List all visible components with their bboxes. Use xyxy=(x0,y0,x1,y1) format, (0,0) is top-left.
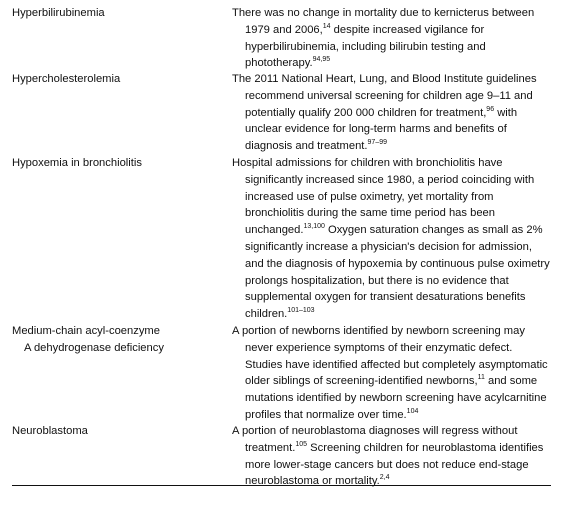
citation: 97–99 xyxy=(367,139,387,147)
citation: 101–103 xyxy=(287,307,315,315)
condition-cell xyxy=(12,323,232,423)
overdiagnosis-table xyxy=(12,5,551,489)
table-row xyxy=(12,155,551,323)
description-text: Hospital admissions for children with bronchiolitis have significantly increased since 1980, a period coinciding with increased use of pulse oximetry, yet mortality from bronchiolitis during the same time period has been unchanged.$^{13,100}$ Oxygen saturation changes as small as 2% significantly increase a physician's decision for admission, and the diagnosis of hypoxemia by continuous pulse oximetry prolongs hospitalization, but there is no evidence that supplemental oxygen for transient desaturations benefits children.$^{101-103}$ xyxy=(232,157,550,321)
description-cell xyxy=(232,423,551,489)
condition-name-line1: Medium-chain acyl-coenzyme xyxy=(12,325,160,337)
table-bottom-rule xyxy=(12,485,551,486)
description-cell xyxy=(232,5,551,71)
citation: 105 xyxy=(295,440,308,448)
condition-cell xyxy=(12,155,232,323)
condition-cell xyxy=(12,71,232,155)
condition-name: Hypercholesterolemia xyxy=(12,73,121,85)
description-text: A portion of neuroblastoma diagnoses will regress without treatment.$^{105}$ Screening children for neuroblastoma identifies more lower-stage cancers but does not reduce end-stage neuroblastoma or mortality.$^{2,4}$ xyxy=(232,425,544,488)
description-cell xyxy=(232,323,551,423)
table-row xyxy=(12,323,551,423)
citation: 14 xyxy=(322,22,331,30)
condition-cell xyxy=(12,5,232,71)
citation: 11 xyxy=(477,374,485,382)
table-row xyxy=(12,5,551,71)
citation: 2,4 xyxy=(379,474,390,482)
citation: 13,100 xyxy=(303,223,325,231)
condition-name: Neuroblastoma xyxy=(12,425,88,437)
description-text: There was no change in mortality due to kernicterus between 1979 and 2006,14 despite increased vigilance for hyperbilirubinemia, including bilirubin testing and phototherapy.$^{94,95}$ xyxy=(232,7,535,70)
condition-name: Hyperbilirubinemia xyxy=(12,7,105,19)
condition-name: Hypoxemia in bronchiolitis xyxy=(12,157,142,169)
table-row xyxy=(12,71,551,155)
description-text: The 2011 National Heart, Lung, and Blood Institute guidelines recommend universal screening for children age 9–11 and potentially qualify 200 000 children for treatment,$^{96}$ with unclear evidence for long-term harms and benefits of diagnosis and treatment.$^{97-99}$ xyxy=(232,73,537,153)
citation: 94,95 xyxy=(312,56,331,64)
condition-cell xyxy=(12,423,232,489)
condition-name-line2: A dehydrogenase deficiency xyxy=(24,341,164,354)
description-text: A portion of newborns identified by newborn screening may never experience symptoms of their enzymatic defect. Studies have identified affected but completely asymptomatic older siblings of screening-identified newborns,$^{11}$ and some mutations identified by newborn screening have acylcarnitine profiles that normalize over time.$^{104}$ xyxy=(232,325,548,421)
citation: 104 xyxy=(406,407,419,415)
description-cell xyxy=(232,155,551,323)
citation: 96 xyxy=(486,105,495,113)
description-cell xyxy=(232,71,551,155)
table-row xyxy=(12,423,551,489)
